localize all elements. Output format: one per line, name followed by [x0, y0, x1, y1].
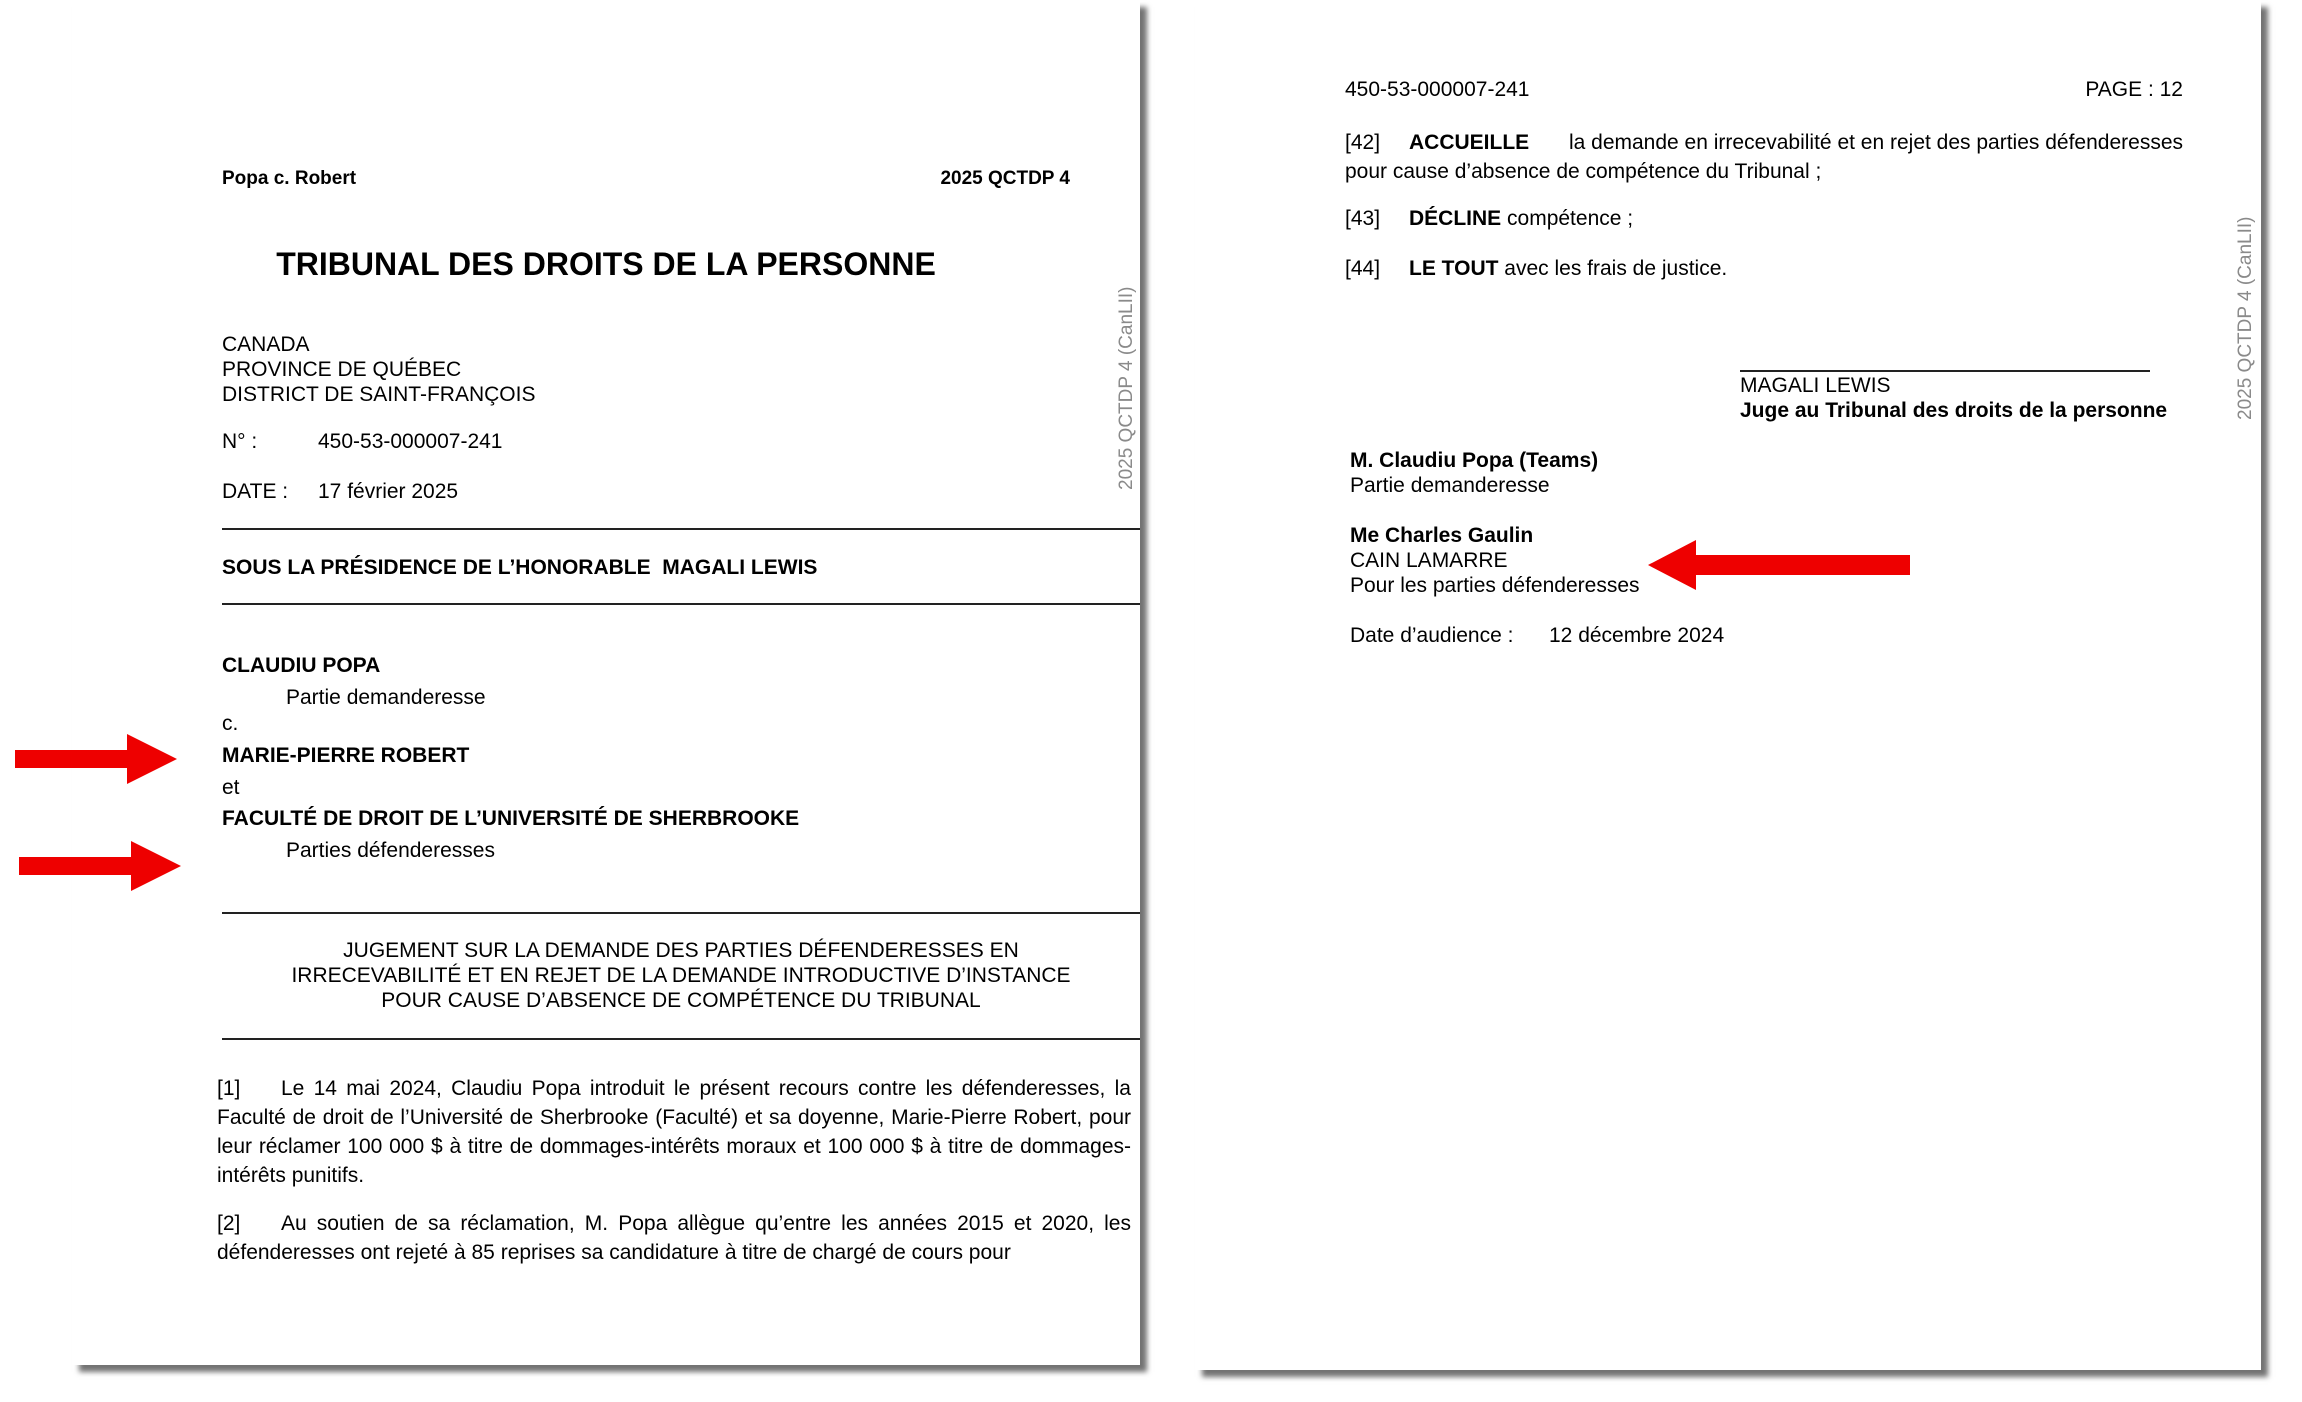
divider	[222, 528, 1140, 530]
jurisdiction-district: DISTRICT DE SAINT-FRANÇOIS	[222, 383, 536, 406]
case-name-header: Popa c. Robert	[222, 168, 357, 189]
divider	[222, 603, 1140, 605]
jurisdiction-province: PROVINCE DE QUÉBEC	[222, 358, 462, 381]
judgment-title-line: POUR CAUSE D’ABSENCE DE COMPÉTENCE DU TRIBUNAL	[381, 989, 981, 1012]
date-value: 17 février 2025	[318, 480, 459, 503]
canlii-side-citation: 2025 QCTDP 4 (CanLII)	[2235, 216, 2256, 420]
paragraph-number: [44]	[1345, 257, 1381, 280]
party-plaintiff: CLAUDIU POPA	[222, 654, 381, 677]
judgment-title	[222, 938, 1140, 1013]
paragraph-2	[217, 1209, 1131, 1267]
paragraph-text: compétence ;	[1501, 207, 1634, 230]
paragraph-1	[217, 1074, 1131, 1190]
tribunal-title: TRIBUNAL DES DROITS DE LA PERSONNE	[276, 246, 936, 282]
judgment-title-line: JUGEMENT SUR LA DEMANDE DES PARTIES DÉFENDERESSES EN	[343, 939, 1019, 962]
paragraph-44	[1345, 257, 1727, 281]
plaintiff-name: M. Claudiu Popa (Teams)	[1350, 449, 1599, 472]
paragraph-42	[1345, 128, 2183, 186]
versus-label: c.	[222, 712, 239, 735]
page-number-header: PAGE : 12	[2085, 78, 2183, 101]
canlii-side-citation: 2025 QCTDP 4 (CanLII)	[1116, 286, 1137, 490]
citation-header: 2025 QCTDP 4	[940, 168, 1070, 189]
hearing-date-label: Date d’audience :	[1350, 624, 1514, 647]
file-number-header: 450-53-000007-241	[1345, 78, 1530, 101]
counsel-firm: CAIN LAMARRE	[1350, 549, 1508, 572]
operative-verb: DÉCLINE	[1409, 207, 1502, 230]
divider	[222, 912, 1140, 914]
paragraph-text: avec les frais de justice.	[1498, 257, 1728, 280]
party-plaintiff-role: Partie demanderesse	[286, 686, 486, 709]
hearing-date-value: 12 décembre 2024	[1549, 624, 1725, 647]
red-arrow-icon	[19, 841, 181, 891]
paragraph-number: [43]	[1345, 207, 1381, 230]
paragraph-text: pour cause d’absence de compétence du Tribunal ;	[1345, 160, 1822, 183]
red-arrow-icon	[1648, 540, 1910, 590]
paragraph-number: [2]	[217, 1212, 241, 1235]
counsel-name: Me Charles Gaulin	[1350, 524, 1534, 547]
and-label: et	[222, 776, 240, 799]
party-defendant-1: MARIE-PIERRE ROBERT	[222, 744, 470, 767]
paragraph-43	[1345, 207, 1633, 231]
counsel-role: Pour les parties défenderesses	[1350, 574, 1640, 597]
judgment-title-line: IRRECEVABILITÉ ET EN REJET DE LA DEMANDE INTRODUCTIVE D’INSTANCE	[291, 964, 1071, 987]
red-arrow-icon	[15, 734, 177, 784]
judge-name: MAGALI LEWIS	[1740, 374, 1891, 397]
document-page-2	[1195, 0, 2261, 1370]
file-number-label: N° :	[222, 430, 258, 453]
signature-line	[1740, 370, 2150, 372]
paragraph-number: [42]	[1345, 131, 1381, 154]
paragraph-text: la demande en irrecevabilité et en rejet des parties défenderesses	[1563, 131, 2183, 154]
party-defendants-role: Parties défenderesses	[286, 839, 495, 862]
operative-verb: LE TOUT	[1409, 257, 1499, 280]
presidency-line: SOUS LA PRÉSIDENCE DE L’HONORABLE MAGALI LEWIS	[222, 556, 818, 579]
judge-title: Juge au Tribunal des droits de la personne	[1740, 399, 2168, 422]
jurisdiction-country: CANADA	[222, 333, 310, 356]
plaintiff-role: Partie demanderesse	[1350, 474, 1550, 497]
jurisdiction-block	[222, 332, 535, 407]
party-defendant-2: FACULTÉ DE DROIT DE L’UNIVERSITÉ DE SHERBROOKE	[222, 807, 800, 830]
operative-verb: ACCUEILLE	[1409, 131, 1530, 154]
paragraph-text: Le 14 mai 2024, Claudiu Popa introduit le présent recours contre les défenderesses, la Faculté de droit de l’Université de Sherbrooke (Faculté) et sa doyenne, Marie-Pierre Robert, pour leur réclamer 100 000 $ à titre de dommages-intérêts moraux et 100 000 $ à titre de dommages-intérêts punitifs.	[217, 1077, 1131, 1187]
paragraph-number: [1]	[217, 1077, 241, 1100]
date-label: DATE :	[222, 480, 289, 503]
document-page-1	[72, 0, 1140, 1365]
divider	[222, 1038, 1140, 1040]
paragraph-text: Au soutien de sa réclamation, M. Popa allègue qu’entre les années 2015 et 2020, les défenderesses ont rejeté à 85 reprises sa candidature à titre de chargé de cours pour	[217, 1212, 1131, 1264]
file-number-value: 450-53-000007-241	[318, 430, 503, 453]
